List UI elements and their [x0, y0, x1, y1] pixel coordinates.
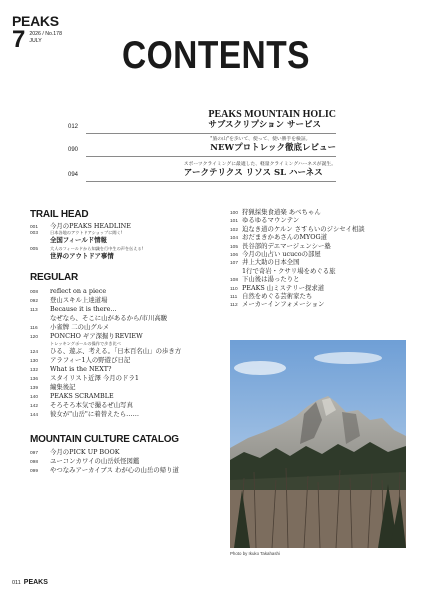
page-footer: [12, 579, 48, 586]
entry-title: 編集後記: [50, 383, 76, 391]
issue-year-no: 2026 / No.178: [29, 31, 62, 37]
issue-info: [12, 26, 82, 53]
feature-rule: [86, 181, 336, 182]
brand-logo: PEAKS: [12, 13, 59, 29]
entry-page: 106: [230, 252, 239, 258]
list-item[interactable]: [30, 448, 119, 457]
list-item[interactable]: [230, 216, 365, 224]
entry-page: 113: [30, 308, 38, 313]
entry-title: 今月の山占い ucucoの部屋: [242, 249, 321, 258]
entry-subtitle: 日本各地のアウトドアショップに聞く!: [50, 230, 123, 235]
entry-title: PONCHO ギア深掘りREVIEW: [50, 332, 143, 340]
photo-credit: Photo by Ikuko Takahashi: [230, 551, 280, 556]
entry-title: 自然をめぐる芸術家たち: [242, 291, 313, 300]
entry-page: 099: [30, 469, 39, 474]
feature-subtitle: サブスクリプション サービス: [208, 120, 322, 130]
list-item[interactable]: [30, 314, 167, 323]
page-title: CONTENTS: [122, 34, 310, 77]
issue-month: JULY: [29, 38, 42, 44]
feature-title: アークテリクス リソス SL ハーネス: [183, 168, 323, 178]
entry-title: What is the NEXT?: [50, 365, 112, 373]
entry-page: 132: [30, 368, 39, 373]
entry-title: PEAKS SCRAMBLE: [50, 392, 114, 400]
list-item[interactable]: [230, 267, 365, 275]
entry-title: 世界のアウトドア事情: [50, 252, 114, 260]
entry-subtitle: 大人のフィールドから知識を行中生の声を伝える!: [50, 246, 144, 251]
entry-page: 098: [30, 460, 39, 465]
entry-title: 全国フィールド情報: [50, 236, 107, 244]
entry-title: Because it is there...: [50, 305, 117, 313]
feature-title: PEAKS MOUNTAIN HOLIC: [208, 109, 336, 120]
entry-title: なぜなら、そこに山があるから/市川高駿: [50, 314, 168, 322]
list-item[interactable]: [30, 230, 123, 245]
feature-lead: スポーツクライミングに最適した、軽量クライミングハーネスが誕生。: [183, 162, 336, 167]
entry-title: 登山スキル上達道場: [50, 296, 108, 304]
entry-title: おだまきかあさんのMYOG道: [242, 233, 328, 242]
entry-page: 105: [230, 244, 239, 250]
entry-subtitle: トレッキングポールの操作で歩き比べ: [50, 341, 121, 346]
issue-meta: [29, 31, 62, 45]
entry-title: メーカーインフォメーション: [242, 300, 325, 309]
entry-title: 井上大助の日本全国: [242, 258, 300, 267]
feature-lead: "旅の山"を歩いて、使って、使い勝手を検証。: [210, 137, 311, 142]
entry-title: 小雀牌 二の山グルメ: [50, 323, 110, 331]
list-item[interactable]: [30, 296, 107, 305]
list-item[interactable]: [30, 365, 111, 374]
entry-title: アラフィー1人の野遊び日記: [50, 356, 131, 364]
feature-text: [184, 161, 336, 179]
list-item[interactable]: [30, 410, 139, 419]
entry-title: 1行で奇岩・クサリ場をめぐる旅: [242, 266, 336, 275]
mountain-photo-illustration: [230, 340, 406, 548]
list-item[interactable]: [30, 246, 143, 261]
entry-page: 104: [230, 236, 239, 242]
cloud: [314, 352, 382, 364]
list-item[interactable]: [230, 242, 365, 250]
entry-title: 長谷部的デエマージェンシー塾: [242, 241, 331, 250]
section-title-regular: REGULAR: [30, 272, 79, 283]
entry-title: 下山後は湯ったりと: [242, 275, 300, 284]
entry-page: 008: [30, 290, 39, 295]
feature-page: 094: [68, 172, 79, 178]
entry-page: 112: [230, 303, 238, 309]
list-item[interactable]: [230, 284, 365, 292]
list-item[interactable]: [30, 466, 179, 475]
masthead: [12, 14, 82, 51]
entry-page: 001: [30, 225, 39, 230]
entry-page: 100: [230, 211, 239, 216]
feature-title: NEWプロトレック徹底レビュー: [210, 143, 336, 153]
entry-page: 124: [30, 350, 39, 355]
feature-page: 090: [68, 147, 79, 153]
list-item[interactable]: [230, 233, 365, 241]
entry-page: 144: [30, 413, 39, 418]
list-item[interactable]: [30, 356, 130, 365]
entry-page: 108: [230, 278, 239, 284]
entry-page: 140: [30, 395, 39, 400]
list-item[interactable]: [30, 332, 143, 347]
list-item[interactable]: [230, 300, 365, 308]
entry-page: 107: [230, 261, 239, 267]
entry-page: 130: [30, 359, 39, 364]
list-item[interactable]: [30, 287, 106, 296]
footer-page-number: 011: [12, 580, 21, 586]
entry-title: 狩猟採集食道楽 あべちゃん: [242, 208, 321, 216]
list-item[interactable]: [30, 323, 109, 332]
entry-title: スタイリスト近澤 今月のドラ1: [50, 374, 139, 382]
list-item[interactable]: [230, 208, 365, 216]
feature-page: 012: [68, 124, 79, 130]
list-item[interactable]: [30, 392, 114, 401]
entry-page: 142: [30, 404, 39, 409]
list-item[interactable]: [230, 225, 365, 233]
entry-page: 003: [30, 231, 39, 236]
entry-title: やつなみアーカイブス わが心の山岳の帰り道: [50, 466, 179, 474]
entry-page: 110: [230, 286, 238, 292]
entry-title: 迫なき道のケルン さすらいのジシセイ相談: [242, 224, 365, 233]
entry-page: 136: [30, 377, 39, 382]
entry-page: 139: [30, 386, 39, 391]
entry-page: 101: [230, 219, 239, 225]
list-item[interactable]: [230, 292, 365, 300]
list-item[interactable]: [230, 258, 365, 266]
feature-entry[interactable]: [68, 152, 336, 182]
entry-title: reflect on a piece: [50, 287, 107, 295]
entry-title: ユーコンカワイの山岳妖怪図鑑: [50, 457, 140, 465]
entry-page: 111: [230, 294, 238, 300]
list-item[interactable]: [30, 305, 116, 314]
entry-title: 今月のPEAKS HEADLINE: [50, 222, 131, 230]
entry-page: 120: [30, 335, 39, 340]
list-item[interactable]: [30, 374, 139, 383]
entry-page: 097: [30, 451, 39, 456]
list-item[interactable]: [30, 457, 139, 466]
entry-page: 116: [30, 326, 38, 331]
list-item[interactable]: [30, 383, 76, 392]
entry-title: 今月のPICK UP BOOK: [50, 448, 120, 456]
cloud: [234, 361, 286, 375]
mountain-photo: [230, 340, 406, 548]
footer-brand: PEAKS: [23, 579, 48, 586]
issue-number: 7: [12, 26, 26, 53]
entry-title: そろそろ本気で撮るぜ山写真: [50, 401, 133, 409]
section-title-trail-head: TRAIL HEAD: [30, 209, 89, 220]
right-column-list: [230, 208, 365, 309]
entry-page: 092: [30, 299, 39, 304]
section-title-culture: MOUNTAIN CULTURE CATALOG: [30, 434, 179, 445]
entry-page: 005: [30, 247, 39, 252]
entry-title: ゆるゆるマウンテン: [242, 216, 300, 225]
list-item[interactable]: [30, 401, 133, 410]
entry-title: PEAKS 山ミステリー探求道: [242, 283, 325, 292]
entry-page: 102: [230, 227, 239, 233]
entry-title: ひる、遊ぶ、考える。「日本百名山」の歩き方: [50, 347, 182, 355]
list-item[interactable]: [30, 347, 181, 356]
list-item[interactable]: [230, 275, 365, 283]
entry-title: 彼女が"山岳"に着替えたら……: [50, 410, 139, 418]
